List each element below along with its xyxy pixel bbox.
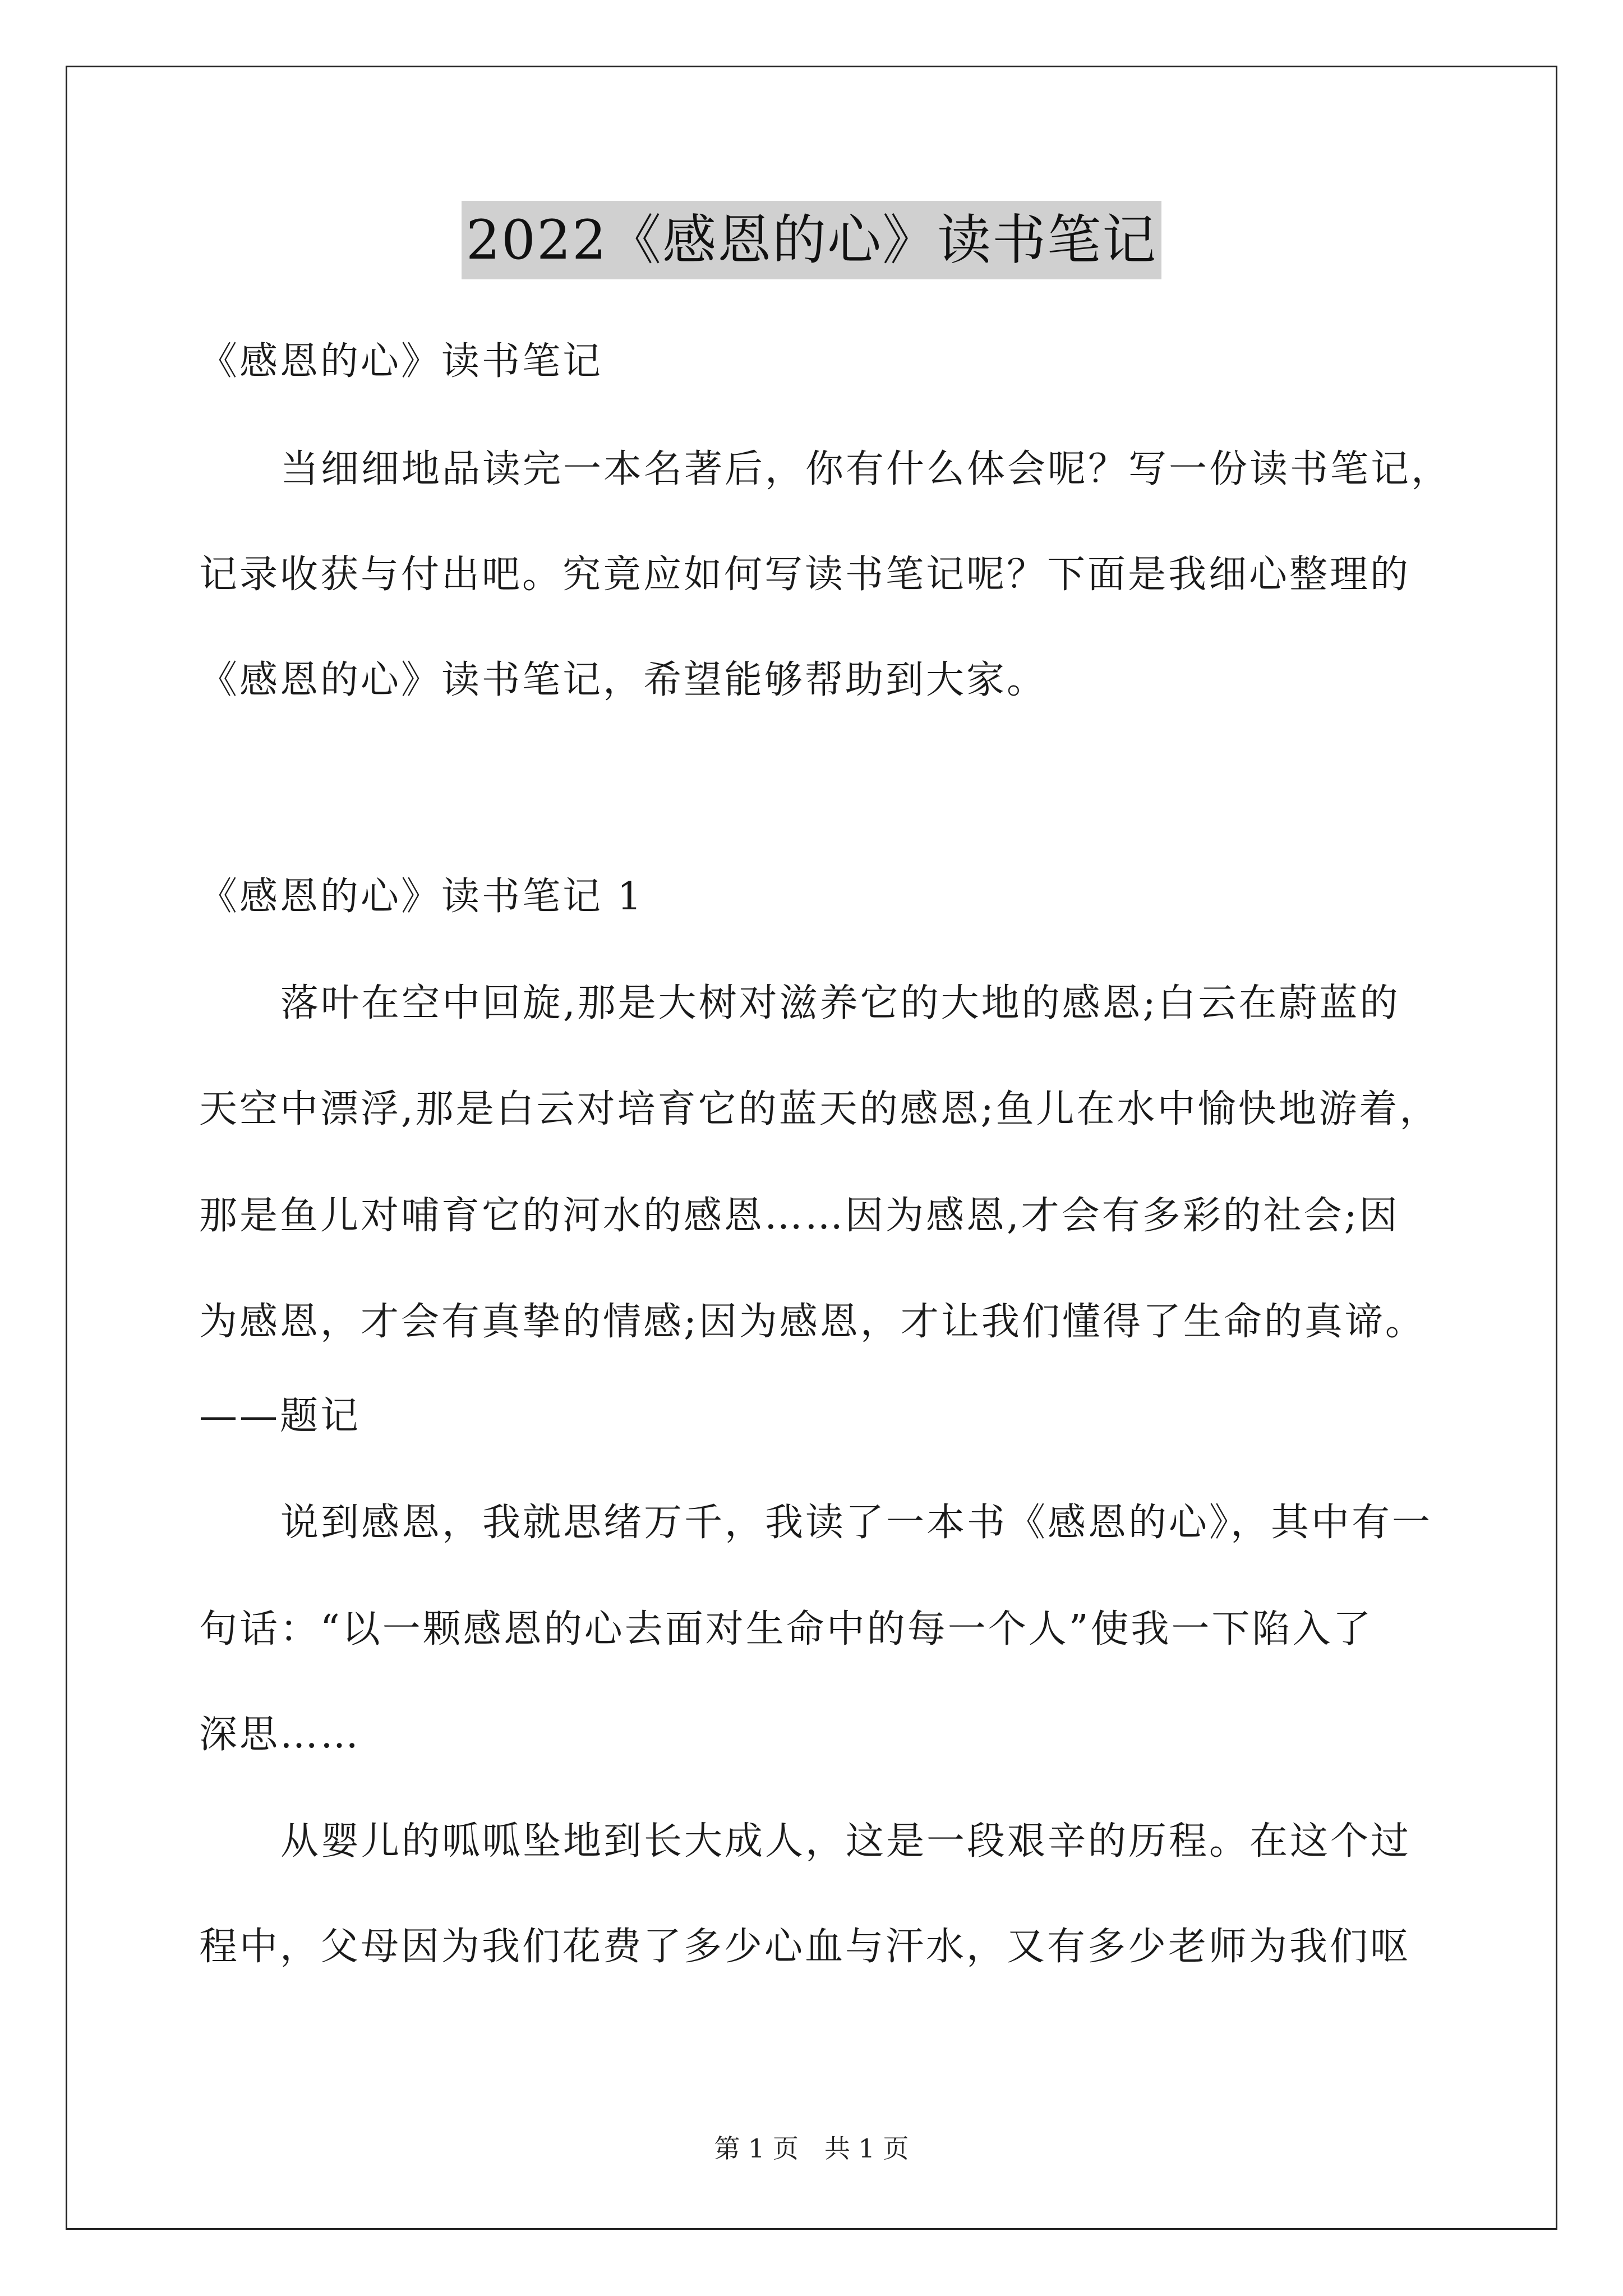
document-title: 2022《感恩的心》读书笔记 bbox=[462, 201, 1161, 279]
paragraph-line: 说到感恩，我就思绪万千，我读了一本书《感恩的心》，其中有一 bbox=[280, 1501, 1433, 1545]
paragraph-line: 天空中漂浮,那是白云对培育它的蓝天的感恩;鱼儿在水中愉快地游着， bbox=[199, 1087, 1440, 1131]
paragraph-line: 深思…… bbox=[199, 1713, 361, 1757]
section-heading: 《感恩的心》读书笔记 1 bbox=[199, 875, 644, 919]
intro-line: 《感恩的心》读书笔记，希望能够帮助到大家。 bbox=[199, 658, 1048, 702]
intro-heading: 《感恩的心》读书笔记 bbox=[199, 339, 603, 384]
paragraph-line: 那是鱼儿对哺育它的河水的感恩……因为感恩,才会有多彩的社会;因 bbox=[199, 1194, 1400, 1238]
intro-line: 记录收获与付出吧。究竟应如何写读书笔记呢？下面是我细心整理的 bbox=[199, 553, 1411, 597]
paragraph-line: 从婴儿的呱呱坠地到长大成人，这是一段艰辛的历程。在这个过 bbox=[280, 1819, 1412, 1864]
intro-line: 当细细地品读完一本名著后，你有什么体会呢？写一份读书笔记， bbox=[280, 447, 1452, 491]
title-container bbox=[0, 201, 1623, 279]
page-border bbox=[66, 66, 1557, 2230]
paragraph-line: ——题记 bbox=[199, 1394, 361, 1438]
paragraph-line: 为感恩，才会有真挚的情感;因为感恩，才让我们懂得了生命的真谛。 bbox=[199, 1300, 1426, 1344]
paragraph-line: 落叶在空中回旋,那是大树对滋养它的大地的感恩;白云在蔚蓝的 bbox=[280, 981, 1400, 1025]
paragraph-line: 程中，父母因为我们花费了多少心血与汗水，又有多少老师为我们呕 bbox=[199, 1925, 1411, 1969]
paragraph-line: 句话：“以一颗感恩的心去面对生命中的每一个人”使我一下陷入了 bbox=[199, 1607, 1373, 1651]
page-footer: 第 1 页 共 1 页 bbox=[714, 2133, 909, 2164]
